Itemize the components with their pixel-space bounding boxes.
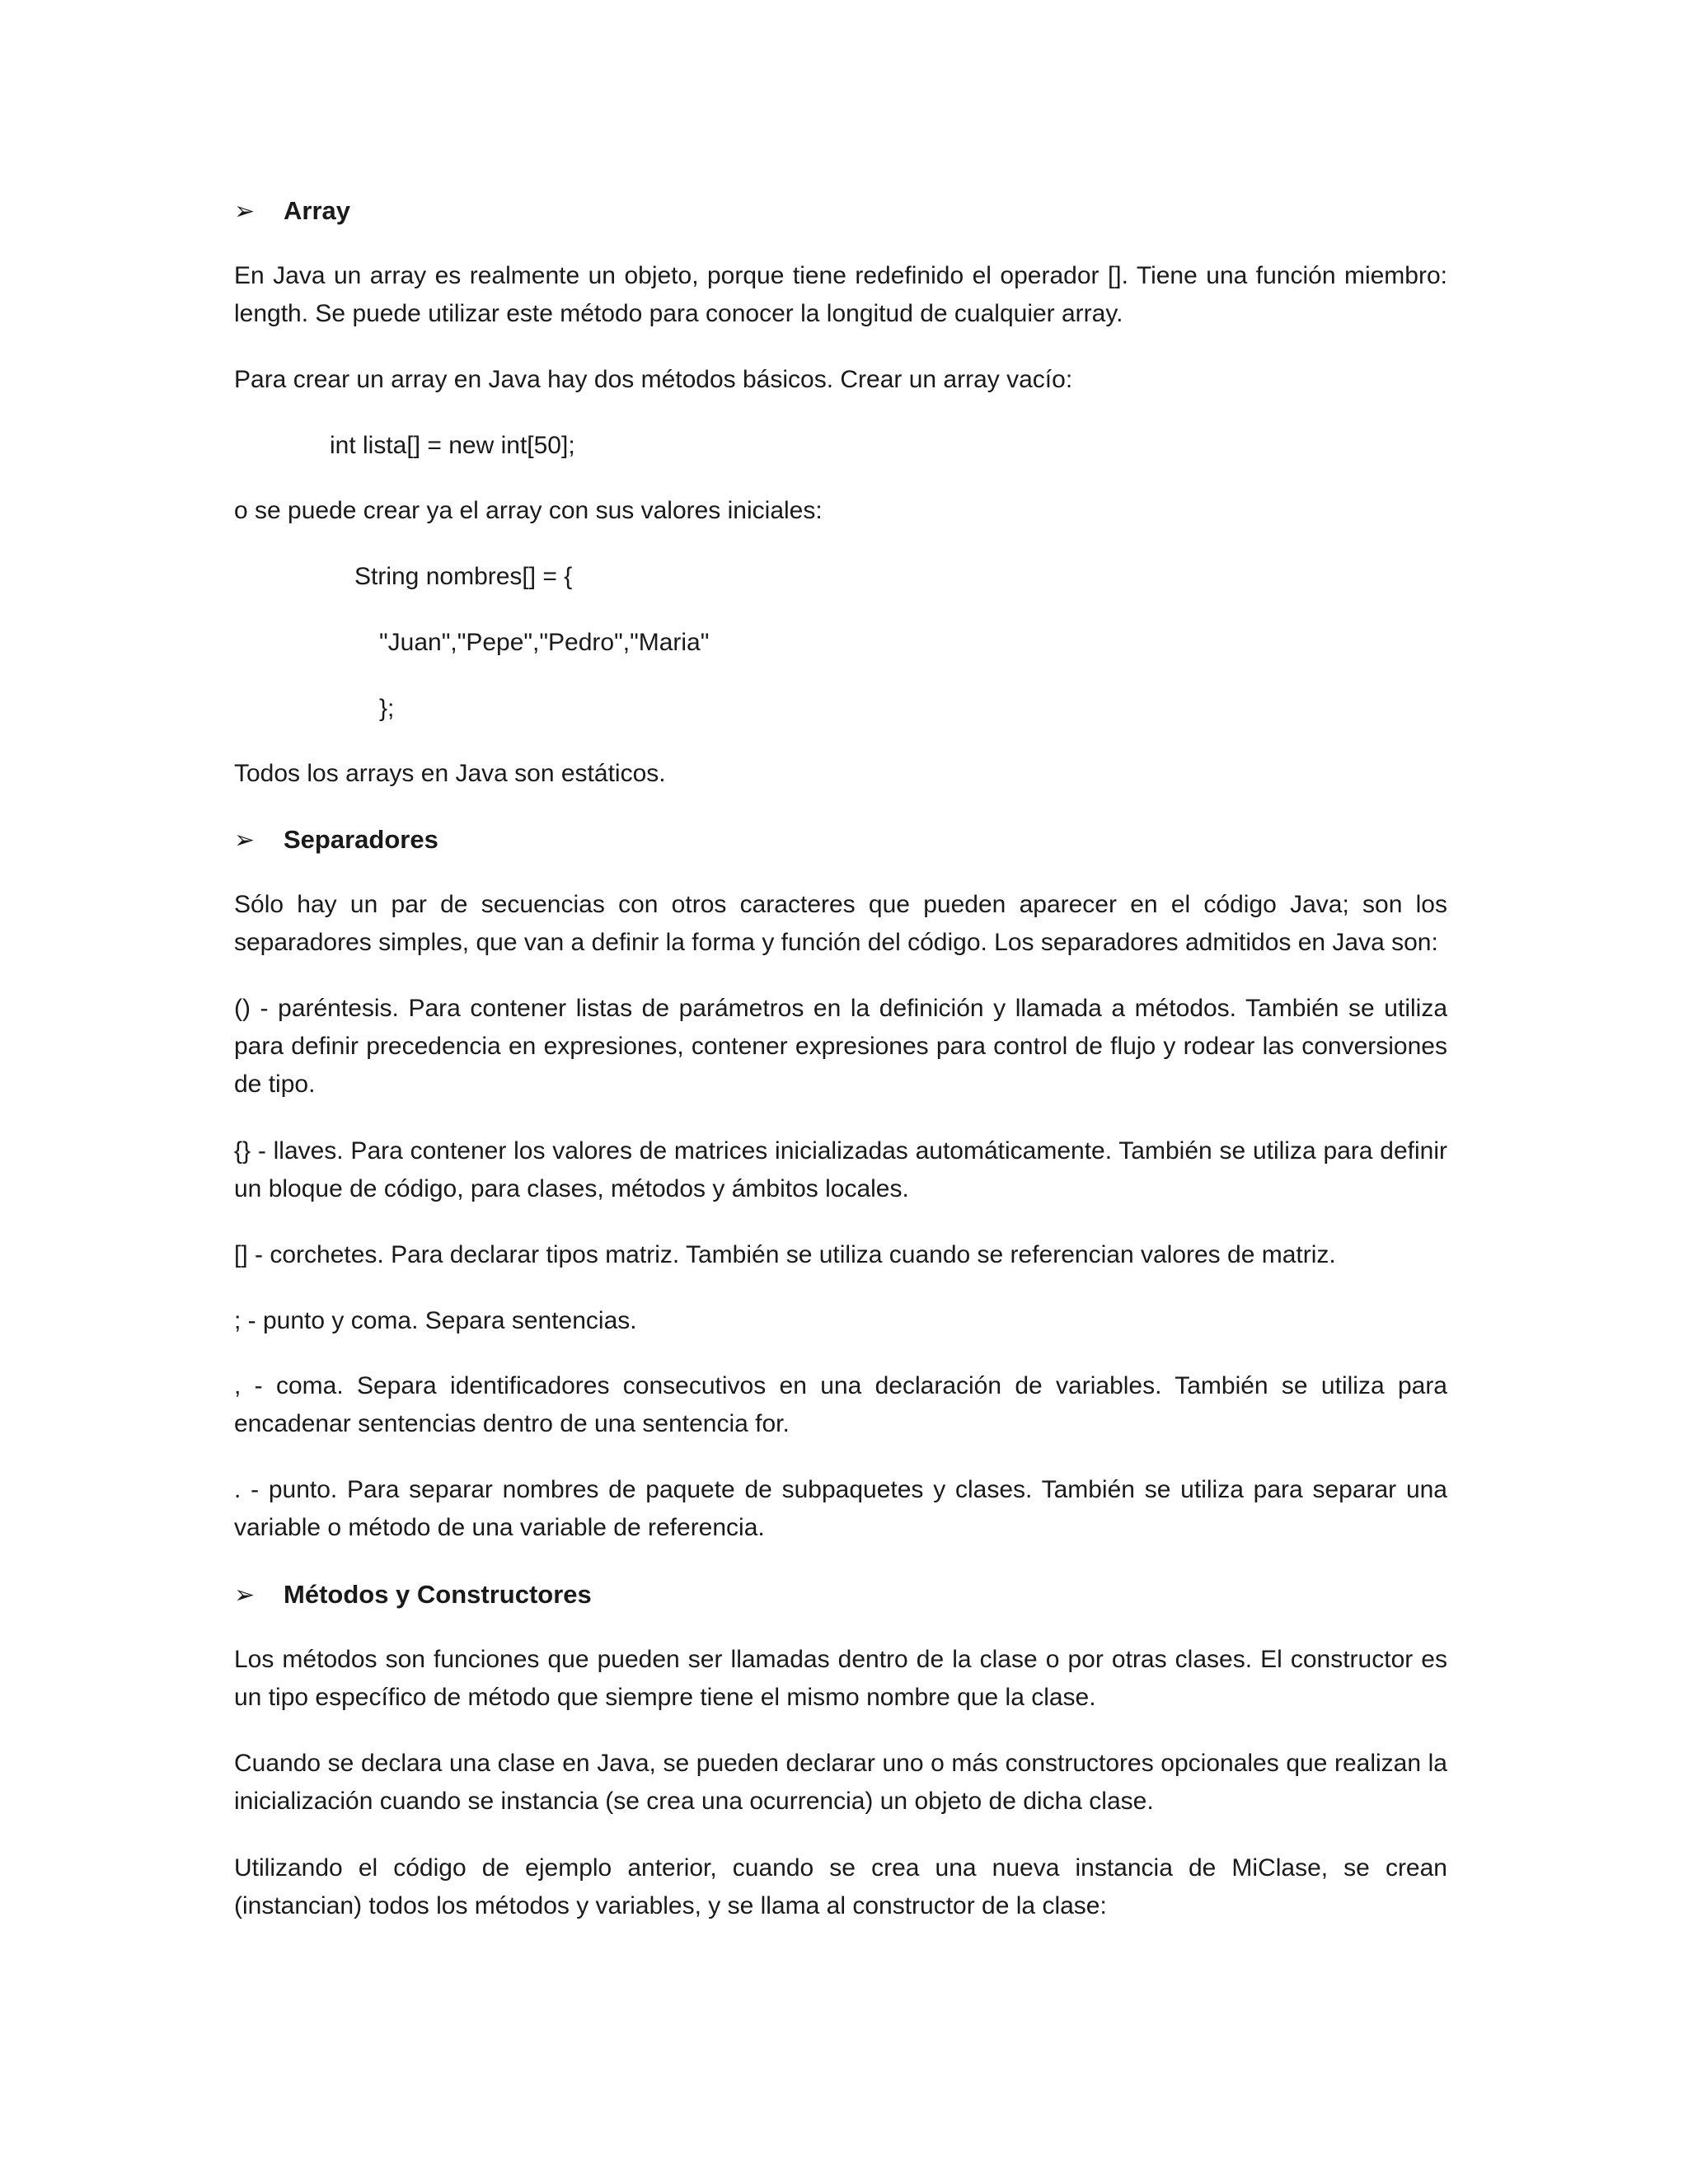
paragraph-sep-comma: , - coma. Separa identificadores consecutivos en una declaración de variables. También se utiliza para encadenar sentencias dentro de una sentencia for. — [234, 1372, 1447, 1437]
paragraph-array-methods: Para crear un array en Java hay dos métodos básicos. Crear un array vacío: — [234, 366, 1073, 393]
section-heading-array — [234, 192, 350, 231]
code-line-string-array: String nombres[] = { — [354, 563, 573, 590]
code-line-values: "Juan","Pepe","Pedro","Maria" — [379, 629, 710, 656]
paragraph-array-intro: En Java un array es realmente un objeto, porque tiene redefinido el operador []. Tiene una función miembro: length. Se puede utilizar este método para conocer la longitud de cualquier array. — [234, 262, 1447, 327]
paragraph-sep-brackets: [] - corchetes. Para declarar tipos matriz. También se utiliza cuando se referencian valores de matriz. — [234, 1241, 1336, 1268]
paragraph-array-static: Todos los arrays en Java son estáticos. — [234, 760, 666, 787]
section-heading-separadores — [234, 821, 438, 860]
heading-text: Array — [284, 196, 350, 225]
code-line-empty-array: int lista[] = new int[50]; — [330, 432, 575, 459]
arrow-bullet-icon: ➢ — [234, 198, 256, 225]
heading-text: Separadores — [284, 825, 438, 854]
paragraph-methods-declare: Cuando se declara una clase en Java, se pueden declarar uno o más constructores opcionales que realizan la inicialización cuando se instancia (se crea una ocurrencia) un objeto de dicha clase. — [234, 1750, 1447, 1815]
heading-text: Métodos y Constructores — [284, 1580, 592, 1609]
paragraph-sep-semicolon: ; - punto y coma. Separa sentencias. — [234, 1307, 637, 1334]
paragraph-methods-example: Utilizando el código de ejemplo anterior, cuando se crea una nueva instancia de MiClase, se crean (instancian) todos los métodos y variables, y se llama al constructor de la clase: — [234, 1854, 1447, 1919]
section-heading-metodos — [234, 1576, 592, 1615]
paragraph-sep-intro: Sólo hay un par de secuencias con otros caracteres que pueden aparecer en el código Java; son los separadores simples, que van a definir la forma y función del código. Los separadores admitidos en Java son: — [234, 891, 1447, 956]
code-line-close: }; — [379, 695, 395, 722]
paragraph-array-initial: o se puede crear ya el array con sus valores iniciales: — [234, 497, 823, 524]
paragraph-sep-braces: {} - llaves. Para contener los valores de matrices inicializadas automáticamente. También se utiliza para definir un bloque de código, para clases, métodos y ámbitos locales. — [234, 1137, 1447, 1202]
paragraph-sep-dot: . - punto. Para separar nombres de paquete de subpaquetes y clases. También se utiliza para separar una variable o método de una variable de referencia. — [234, 1476, 1447, 1541]
arrow-bullet-icon: ➢ — [234, 827, 256, 854]
paragraph-methods-intro: Los métodos son funciones que pueden ser llamadas dentro de la clase o por otras clases. El constructor es un tipo específico de método que siempre tiene el mismo nombre que la clase. — [234, 1646, 1447, 1711]
arrow-bullet-icon: ➢ — [234, 1582, 256, 1609]
paragraph-sep-parens: () - paréntesis. Para contener listas de parámetros en la definición y llamada a métodos. También se utiliza para definir precedencia en expresiones, contener expresiones para control de flujo y rodear las conversiones de tipo. — [234, 995, 1447, 1098]
